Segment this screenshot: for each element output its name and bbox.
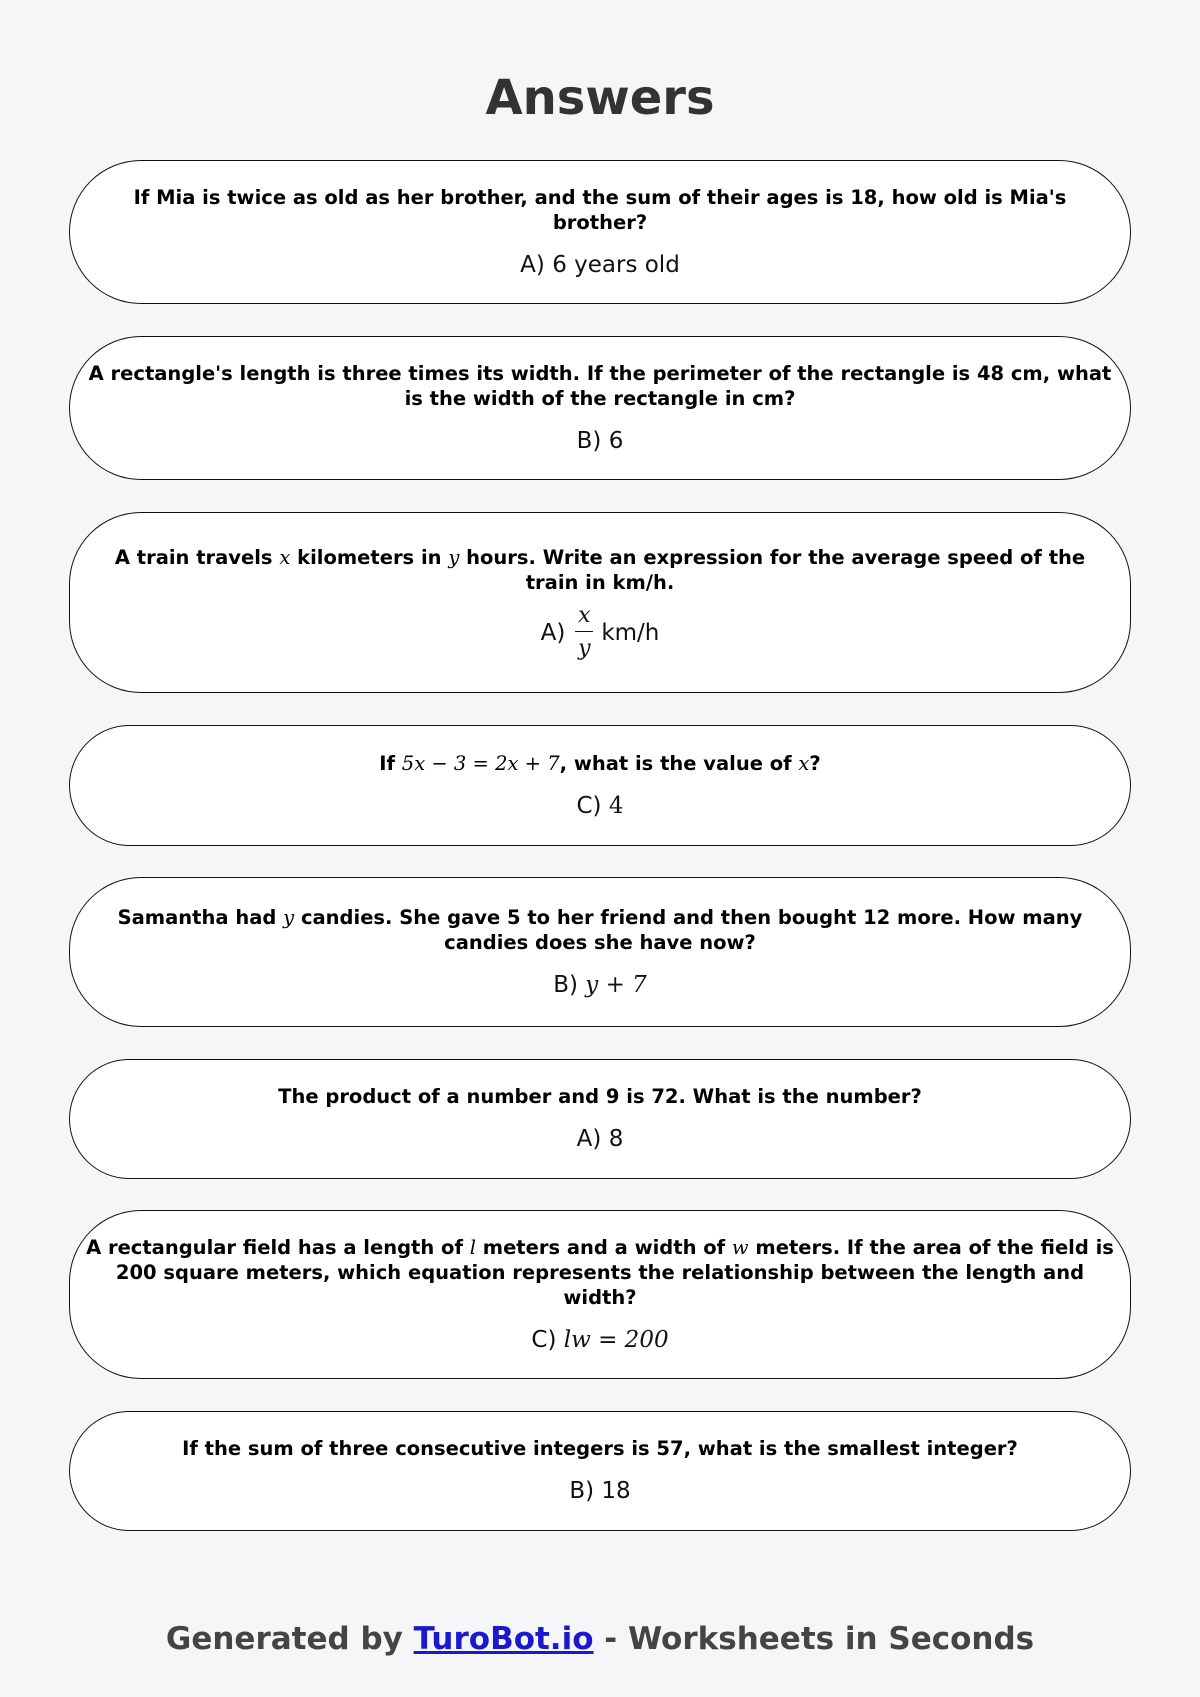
question-text: A train travels x kilometers in y hours. Write an expression for the average speed of the train in km/h. (114, 546, 1086, 594)
question-text: The product of a number and 9 is 72. What is the number? (278, 1085, 922, 1108)
question-text: If Mia is twice as old as her brother, and the sum of their ages is 18, how old is Mia's brother? (133, 185, 1067, 234)
question-text: A rectangular field has a length of l meters and a width of w meters. If the area of the field is 200 square meters, which equation represents the relationship between the length and width? (86, 1235, 1114, 1309)
answer-text: A) 6 years old (520, 251, 680, 278)
answer-card-7 (69, 1210, 1131, 1379)
answer-card-8 (69, 1411, 1131, 1531)
answer-text: B) y + 7 (553, 971, 647, 998)
answer-text: B) 18 (569, 1478, 631, 1504)
math-variable: l (469, 1235, 476, 1259)
math-variable: y (448, 546, 460, 569)
fraction (575, 605, 593, 660)
answer-card-2 (69, 336, 1131, 480)
math-variable: y (283, 905, 295, 929)
math-value: 4 (608, 792, 624, 819)
answer-card-5 (69, 877, 1131, 1027)
answer-text: A) $\frac{x}{y}$ km/h (540, 603, 660, 661)
footer (0, 1617, 1200, 1661)
page-title: Answers (485, 70, 715, 126)
math-variable: x (279, 546, 291, 569)
answer-text: C) lw = 200 (531, 1326, 669, 1353)
answer-text: B) 6 (576, 427, 624, 454)
fraction-numerator: x (578, 603, 591, 628)
footer-prefix: Generated by (165, 1621, 414, 1657)
math-expression: 5x − 3 = 2x + 7 (401, 751, 560, 775)
math-expression: y + 7 (585, 971, 647, 998)
math-variable: x (798, 751, 810, 775)
turobot-link[interactable]: TuroBot.io (413, 1621, 594, 1657)
question-text: If the sum of three consecutive integers is 57, what is the smallest integer? (182, 1437, 1018, 1460)
answer-text: C) 4 (576, 792, 624, 819)
question-text: If 5x − 3 = 2x + 7, what is the value of x? (379, 751, 821, 775)
math-expression: lw = 200 (563, 1326, 669, 1353)
answer-card-4 (69, 725, 1131, 846)
math-variable: w (731, 1235, 749, 1259)
answer-card-1 (69, 160, 1131, 304)
answer-text: A) 8 (576, 1126, 624, 1152)
answer-card-3 (69, 512, 1131, 693)
fraction-denominator: y (578, 636, 591, 661)
footer-suffix: - Worksheets in Seconds (593, 1621, 1035, 1657)
answer-card-6 (69, 1059, 1131, 1179)
question-text: Samantha had y candies. She gave 5 to her friend and then bought 12 more. How many candies does she have now? (117, 905, 1083, 954)
question-text: A rectangle's length is three times its width. If the perimeter of the rectangle is 48 cm, what is the width of the rectangle in cm? (88, 361, 1112, 410)
